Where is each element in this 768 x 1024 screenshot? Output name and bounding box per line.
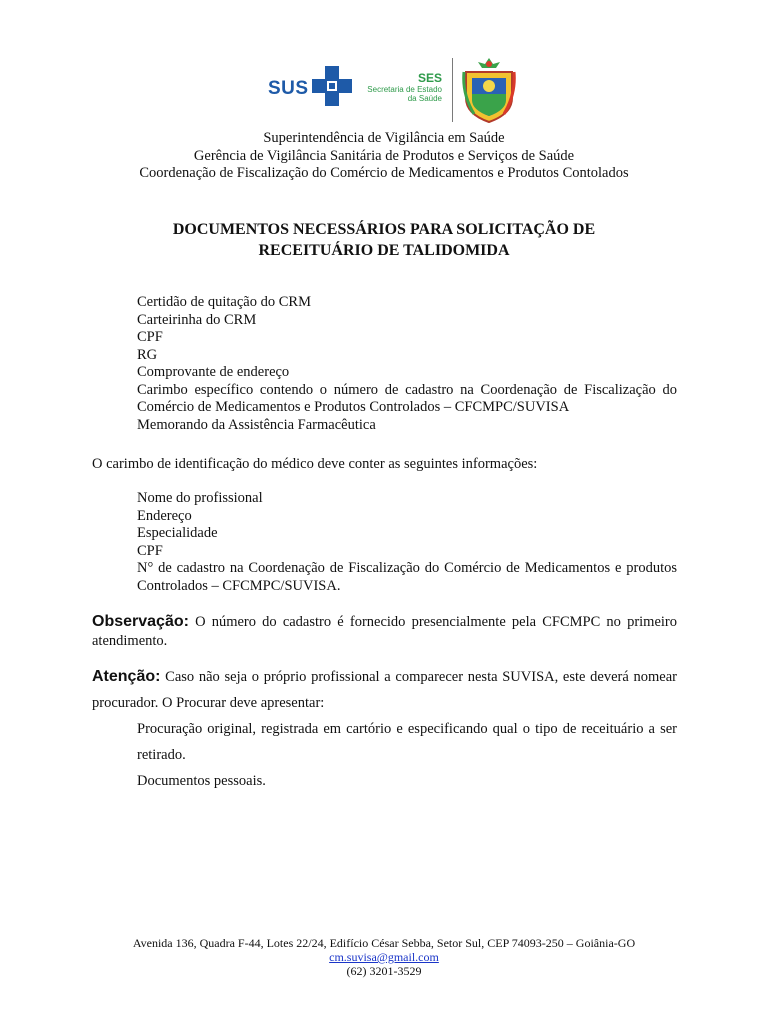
- sus-cross-icon: [312, 66, 352, 106]
- ses-logo: [360, 72, 442, 103]
- list-item: Especialidade: [137, 525, 218, 541]
- logo-divider: [452, 58, 453, 122]
- list-item: Procuração original, registrada em cartório e especificando qual o tipo de receituário a ser retirado.: [137, 721, 677, 763]
- list-item: Nome do profissional: [137, 490, 263, 506]
- list-item: Comprovante de endereço: [137, 364, 290, 380]
- attention-label: Atenção:: [92, 668, 161, 685]
- list-item: RG: [137, 346, 158, 363]
- observation-paragraph: [92, 612, 677, 651]
- list-item: N° de cadastro na Coordenação de Fiscalização do Comércio de Medicamentos e produtos Controlados – CFCMPC/SUVISA.: [137, 560, 677, 594]
- institution-line-2: Gerência de Vigilância Sanitária de Produtos e Serviços de Saúde: [193, 147, 575, 164]
- attention-text: Caso não seja o próprio profissional a comparecer nesta SUVISA, este deverá nomear procurador. O Procurar deve apresentar:: [92, 669, 678, 711]
- institution-line-3: Coordenação de Fiscalização do Comércio de Medicamentos e Produtos Contolados: [139, 165, 629, 181]
- list-item: Endereço: [137, 507, 192, 524]
- institution-line-1: Superintendência de Vigilância em Saúde: [263, 130, 505, 146]
- list-item: Certidão de quitação do CRM: [137, 294, 311, 310]
- institution-header: [60, 130, 708, 183]
- footer: [60, 936, 708, 978]
- list-item: Carimbo específico contendo o número de cadastro na Coordenação de Fiscalização do Comércio de Medicamentos e Produtos Controlados – CFCMPC/SUVISA: [137, 381, 677, 415]
- document-title-line-1: DOCUMENTOS NECESSÁRIOS PARA SOLICITAÇÃO DE: [172, 221, 596, 238]
- footer-address: Avenida 136, Quadra F-44, Lotes 22/24, Edifício César Sebba, Setor Sul, CEP 74093-250 – Goiânia-GO: [132, 936, 636, 950]
- goias-coat-of-arms-icon: [462, 54, 516, 124]
- document-title-line-2: RECEITUÁRIO DE TALIDOMIDA: [258, 242, 510, 259]
- attention-requirements-list: [137, 716, 677, 794]
- attention-paragraph: [92, 664, 677, 716]
- required-documents-list: [137, 294, 677, 434]
- ses-logo-title: SES: [417, 71, 442, 85]
- header-logos: [266, 54, 526, 124]
- list-item: Memorando da Assistência Farmacêutica: [137, 416, 376, 433]
- footer-email-link[interactable]: cm.suvisa@gmail.com: [329, 950, 439, 964]
- list-item: Documentos pessoais.: [137, 773, 266, 789]
- list-item: CPF: [137, 542, 163, 559]
- stamp-intro-text: O carimbo de identificação do médico deve conter as seguintes informações:: [92, 456, 538, 472]
- ses-logo-line2: da Saúde: [407, 94, 442, 103]
- stamp-info-list: [137, 490, 677, 595]
- observation-label: Observação:: [92, 613, 189, 630]
- document-title: [80, 219, 688, 261]
- list-item: CPF: [137, 329, 163, 345]
- footer-phone: (62) 3201-3529: [346, 964, 422, 978]
- ses-logo-line1: Secretaria de Estado: [367, 85, 442, 94]
- sus-logo-text: SUS: [268, 78, 309, 99]
- observation-text: O número do cadastro é fornecido presencialmente pela CFCMPC no primeiro atendimento.: [92, 614, 677, 649]
- list-item: Carteirinha do CRM: [137, 311, 257, 328]
